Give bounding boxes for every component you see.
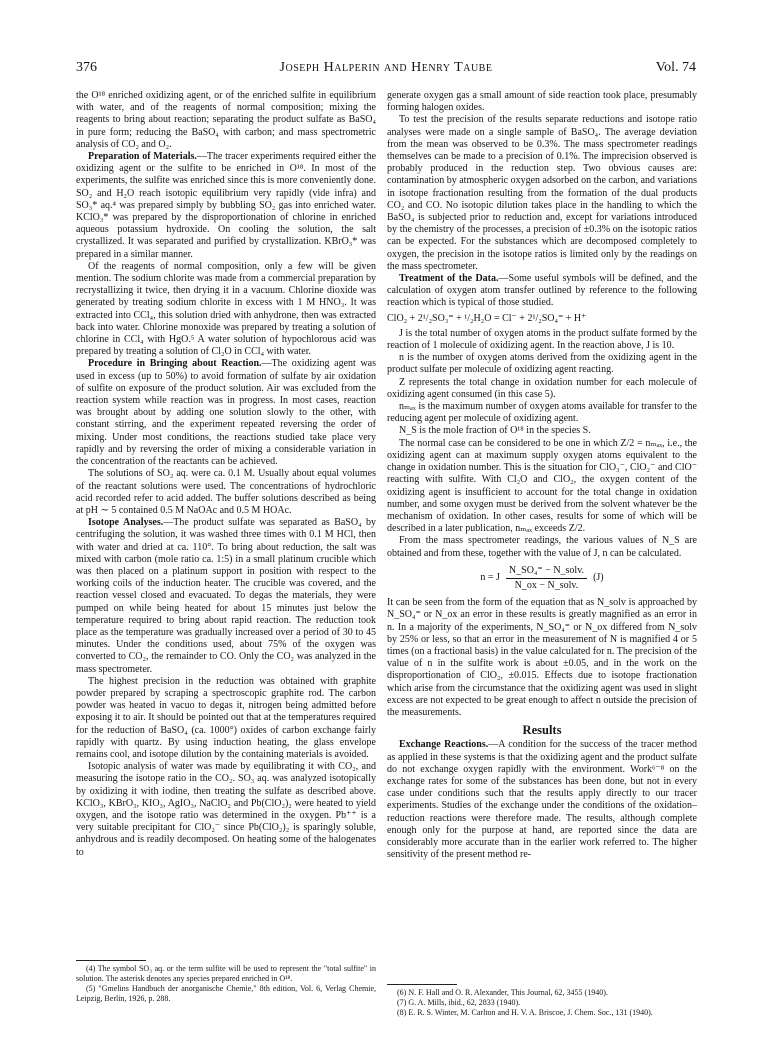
footnote: (6) N. F. Hall and O. R. Alexander, This Journal, 62, 3455 (1940). — [397, 988, 608, 997]
paragraph: N_S is the mole fraction of O¹⁸ in the species S. — [399, 425, 591, 437]
equation-fraction — [506, 565, 587, 592]
page-number: 376 — [76, 60, 97, 75]
paragraph-text: —Some useful symbols will be defined, and the calculation of oxygen atom transfer outlined by reference to the following reaction which is typical of those studied. — [387, 273, 698, 309]
right-column — [387, 90, 697, 861]
paragraph: the O¹⁸ enriched oxidizing agent, or of the enriched sulfite in equilibrium with water, and of the reagents of normal composition; mixing the reagents to bring about reaction; separating the product sulfate as BaSO₄ in pure form; reducing the BaSO₄ with carbon; and mass spectrometric analysis of CO₂ and O₂. — [76, 90, 376, 150]
footnote: (4) The symbol SO₃ aq. or the term sulfite will be used to represent the "total sulfite" in solution. The asterisk denotes any species prepared enriched in O¹⁸. — [76, 964, 376, 983]
paragraph-text: —The oxidizing agent was used in excess (up to 50%) to avoid formation of sulfate by air oxidation of sulfite on exposure of the product solution. Air was excluded from the reaction system while reaction was in progress. In most cases, reaction was brought about by adding one solution slowly to the other, with constant stirring, and the experiment repeated reversing the order of mixing. Under most conditions, the reactions studied take place very rapidly and by reversing the order of mixing a considerable variation in the concentration of the reactants can be achieved. — [76, 358, 376, 468]
paragraph — [76, 151, 376, 261]
paragraph: The highest precision in the reduction was obtained with graphite powder prepared by scraping a spectroscopic graphite rod. The carbon powder was heated in vacuo to degas it, nitrogen being admitted before exposing it to air. It should be pointed out that at the temperatures required for the reduction of BaSO₄ (ca. 1000°) oxides of carbon exchange fairly rapidly with quartz. By using induction heating, the glass envelope remains cool, and isotope dilution by the containing materials is avoided. — [76, 675, 376, 760]
paragraph: J is the total number of oxygen atoms in the product sulfate formed by the reaction of 1 molecule of oxidizing agent. In the reaction above, J is 10. — [387, 327, 697, 352]
paragraph — [76, 517, 376, 676]
paragraph: To test the precision of the results separate reductions and isotope ratio analyses were made on a single sample of BaSO₄. The average deviation from the mean was observed to be 0.3%. The mass spectrometer readings themselves can be made to a precision of 0.1%. The imprecision observed is probably produced in the reduction step. Two obvious causes are: contamination by atmospheric oxygen adsorbed on the carbon, and variations in isotope fractionation resulting from the formation of the dual products CO₂ and CO. No isotopic dilution takes place in the handling to which the BaSO₄ is subjected prior to reduction and, except for variations introduced by the chemistry of the processes, a precision of ±0.3% on the isotopic ratios can be expected. For the substances which are decomposed completely to oxygen, the precision in the isotope ratios is limited only by the readings on the mass spectrometer. — [387, 114, 697, 272]
equation-denominator: N_ox − N_solv. — [514, 579, 579, 591]
paragraph-text: —The product sulfate was separated as BaSO₄ by centrifuging the solution, it was washed three times with 0.1 M HCl, then with water and dried at ca. 110°. To bring about reduction, the salt was mixed with carbon (mole ratio ca. 1:5) in a small platinum crucible which was then placed on a platinum support in position with respect to the working coils of the induction heater. The crucible was covered, and the reaction vessel closed and evacuated. To degas the materials, they were pumped on while being heated for about 15 minutes just below the temperature required to bring about rapid reaction. The reduction took place as the temperature was gradually increased over a period of 30 to 45 minutes. Under the conditions used, about 75% of the oxygen was converted to CO₂, the remainder to CO. Only the CO₂ was analyzed in the mass spectrometer. — [76, 517, 376, 675]
footnote: (8) E. R. S. Winter, M. Carlton and H. V. A. Briscoe, J. Chem. Soc., 131 (1940). — [397, 1008, 653, 1017]
subsection-heading: Procedure in Bringing about Reaction. — [88, 358, 262, 370]
paragraph: From the mass spectrometer readings, the various values of N_S are obtained and from these, together with the value of J, n can be calculated. — [387, 535, 697, 559]
volume-label: Vol. 74 — [655, 60, 696, 75]
equation-tag: (J) — [593, 572, 604, 584]
page-header — [76, 60, 696, 80]
paragraph: It can be seen from the form of the equation that as N_solv is approached by N_SO₄⁼ or N_ox an error in these results is greatly magnified as an error in n. In a majority of the experiments, N_SO₄⁼ or N_ox differed from N_solv by 25% or less, so that an error in the measurement of N is magnified 4 or 5 times (on a fractional basis) in the value calculated for n. The precision of the value of n in the sulfite work is about ±0.05, and in the work on the disproportionation of ClO₂, ±0.015. Effects due to isotope fractionation which arise from the circumstance that the oxidizing agent was used in slight excess are not expected to be great enough to affect n outside the precision of the measurements. — [387, 597, 697, 718]
subsection-heading: Preparation of Materials. — [88, 151, 197, 163]
paragraph: Isotopic analysis of water was made by equilibrating it with CO₂, and measuring the isotope ratio in the CO₂. SO₃ aq. was analyzed isotopically by oxidizing it with iodine, then treating the sulfate as described above. KClO₃, KBrO₃, KIO₃, AgIO₃, NaClO₂ and Pb(ClO₂)₂ were heated to yield oxygen, and the isotope ratio was determined in the oxygen. Pb⁺⁺ is a very suitable precipitant for ClO₂⁻ since Pb(ClO₂)₂ is sparingly soluble, anhydrous and is readily decomposed. On heating some of the halogenates to — [76, 761, 376, 858]
fraction-equation — [387, 565, 697, 592]
subsection-heading: Treatment of the Data. — [399, 273, 499, 285]
subsection-heading: Isotope Analyses. — [88, 517, 164, 529]
footnotes-right — [387, 988, 697, 1018]
paragraph: The normal case can be considered to be one in which Z/2 = nₘₐₓ, i.e., the oxidizing agent can at maximum supply oxygen atoms equivalent to the change in oxidation number. This is the situation for ClO₃⁻, ClO₂⁻ and ClO⁻ reacting with sulfite. With Cl₂O and ClO₂, the oxygen content of the oxidizing agent is insufficient to account for the total change in oxidation number, and some oxygen must be derived from the solvent whatever be the mechanism of oxidation. In other cases, results for some of which will be described in a later publication, nₘₐₓ exceeds Z/2. — [387, 437, 697, 535]
paragraph-text: —The tracer experiments required either the oxidizing agent or the sulfite to be enriched in O¹⁸. In most of the experiments, the sulfite was enriched since this is more conveniently done. SO₂ and H₂O reach isotopic equilibrium very rapidly (vide infra) and SO₃* aq.⁴ was prepared simply by bubbling SO₂ gas into enriched water. KClO₃* was prepared by the disproportionation of chlorine in enriched aqueous potassium hydroxide. On cooling the solution, the salt crystallized. It was separated and purified by crystallization. KBrO₃* was prepared in a similar manner. — [76, 151, 377, 260]
footnote: (7) G. A. Mills, ibid., 62, 2833 (1940). — [397, 998, 521, 1007]
paragraph: generate oxygen gas a small amount of side reaction took place, presumably forming halogen oxides. — [387, 90, 697, 114]
paragraph: Of the reagents of normal composition, only a few will be given mention. The sodium chlorite was made from a commercial preparation by recrystallizing it twice, then drying it in a vacuum. Chlorine dioxide was generated by treating sodium chlorite in excess with 1 M HNO₃. It was extracted into CCl₄, this solution dried with anhydrone, then was extracted back into water. Chlorine monoxide was prepared by treating a solution of chlorine in CCl₄ with HgO.⁵ A water solution of hypochlorous acid was prepared by treating a solution of Cl₂O in CCl₄ with water. — [76, 260, 376, 358]
equation-lhs: n = J — [480, 572, 500, 584]
footnote: (5) "Gmelins Handbuch der anorganische Chemie," 8th edition, Vol. 6, Verlag Chemie, Leipzig, Berlin, 1926, p. 288. — [76, 984, 376, 1003]
paragraph — [76, 358, 376, 468]
paragraph — [387, 273, 697, 310]
footnotes-left — [76, 964, 376, 1004]
footnote-rule-left — [76, 960, 146, 961]
paragraph: n is the number of oxygen atoms derived from the oxidizing agent in the product sulfate per molecule of oxidizing agent reacting. — [387, 352, 697, 376]
equation-numerator: N_SO₄⁼ − N_solv. — [506, 565, 587, 579]
paragraph — [387, 739, 697, 861]
running-title: Joseph Halperin and Henry Taube — [279, 60, 493, 75]
paragraph-text: —A condition for the success of the tracer method as applied in these systems is that the oxidizing agent and the product sulfate do not exchange oxygen rapidly with the environment. Work⁶⁻⁸ on the exchange rates for some of the substances has been done, but not in every case under conditions such that the results apply directly to our tracer experiments. Studies of the exchange under the conditions of the oxidation–reduction reactions were therefore made. The results, although complete enough only for the purpose at hand, are reported since the data are considerably more accurate than in the earlier work referred to. The higher sensitivity of the present method re- — [387, 739, 697, 861]
reaction-equation: ClO₂ + 2¹/₂SO₃⁼ + ¹/₂H₂O = Cl⁻ + 2¹/₂SO₄⁼ + H⁺ — [387, 312, 587, 324]
subsection-heading: Exchange Reactions. — [399, 739, 489, 751]
paragraph: nₘₐₓ is the maximum number of oxygen atoms available for transfer to the reducing agent per molecule of oxidizing agent. — [387, 401, 697, 425]
paragraph: The solutions of SO₂ aq. were ca. 0.1 M. Usually about equal volumes of the reactant solutions were used. The concentrations of hydrochloric acid recorded refer to acid added. The buffer solutions described as being at pH ∼ 5 contained 0.5 M NaOAc and 0.5 M HOAc. — [76, 468, 376, 516]
paragraph: Z represents the total change in oxidation number for each molecule of oxidizing agent consumed (in this case 5). — [387, 376, 697, 400]
left-column — [76, 90, 376, 859]
section-heading-results: Results — [522, 723, 562, 738]
footnote-rule-right — [387, 984, 457, 985]
